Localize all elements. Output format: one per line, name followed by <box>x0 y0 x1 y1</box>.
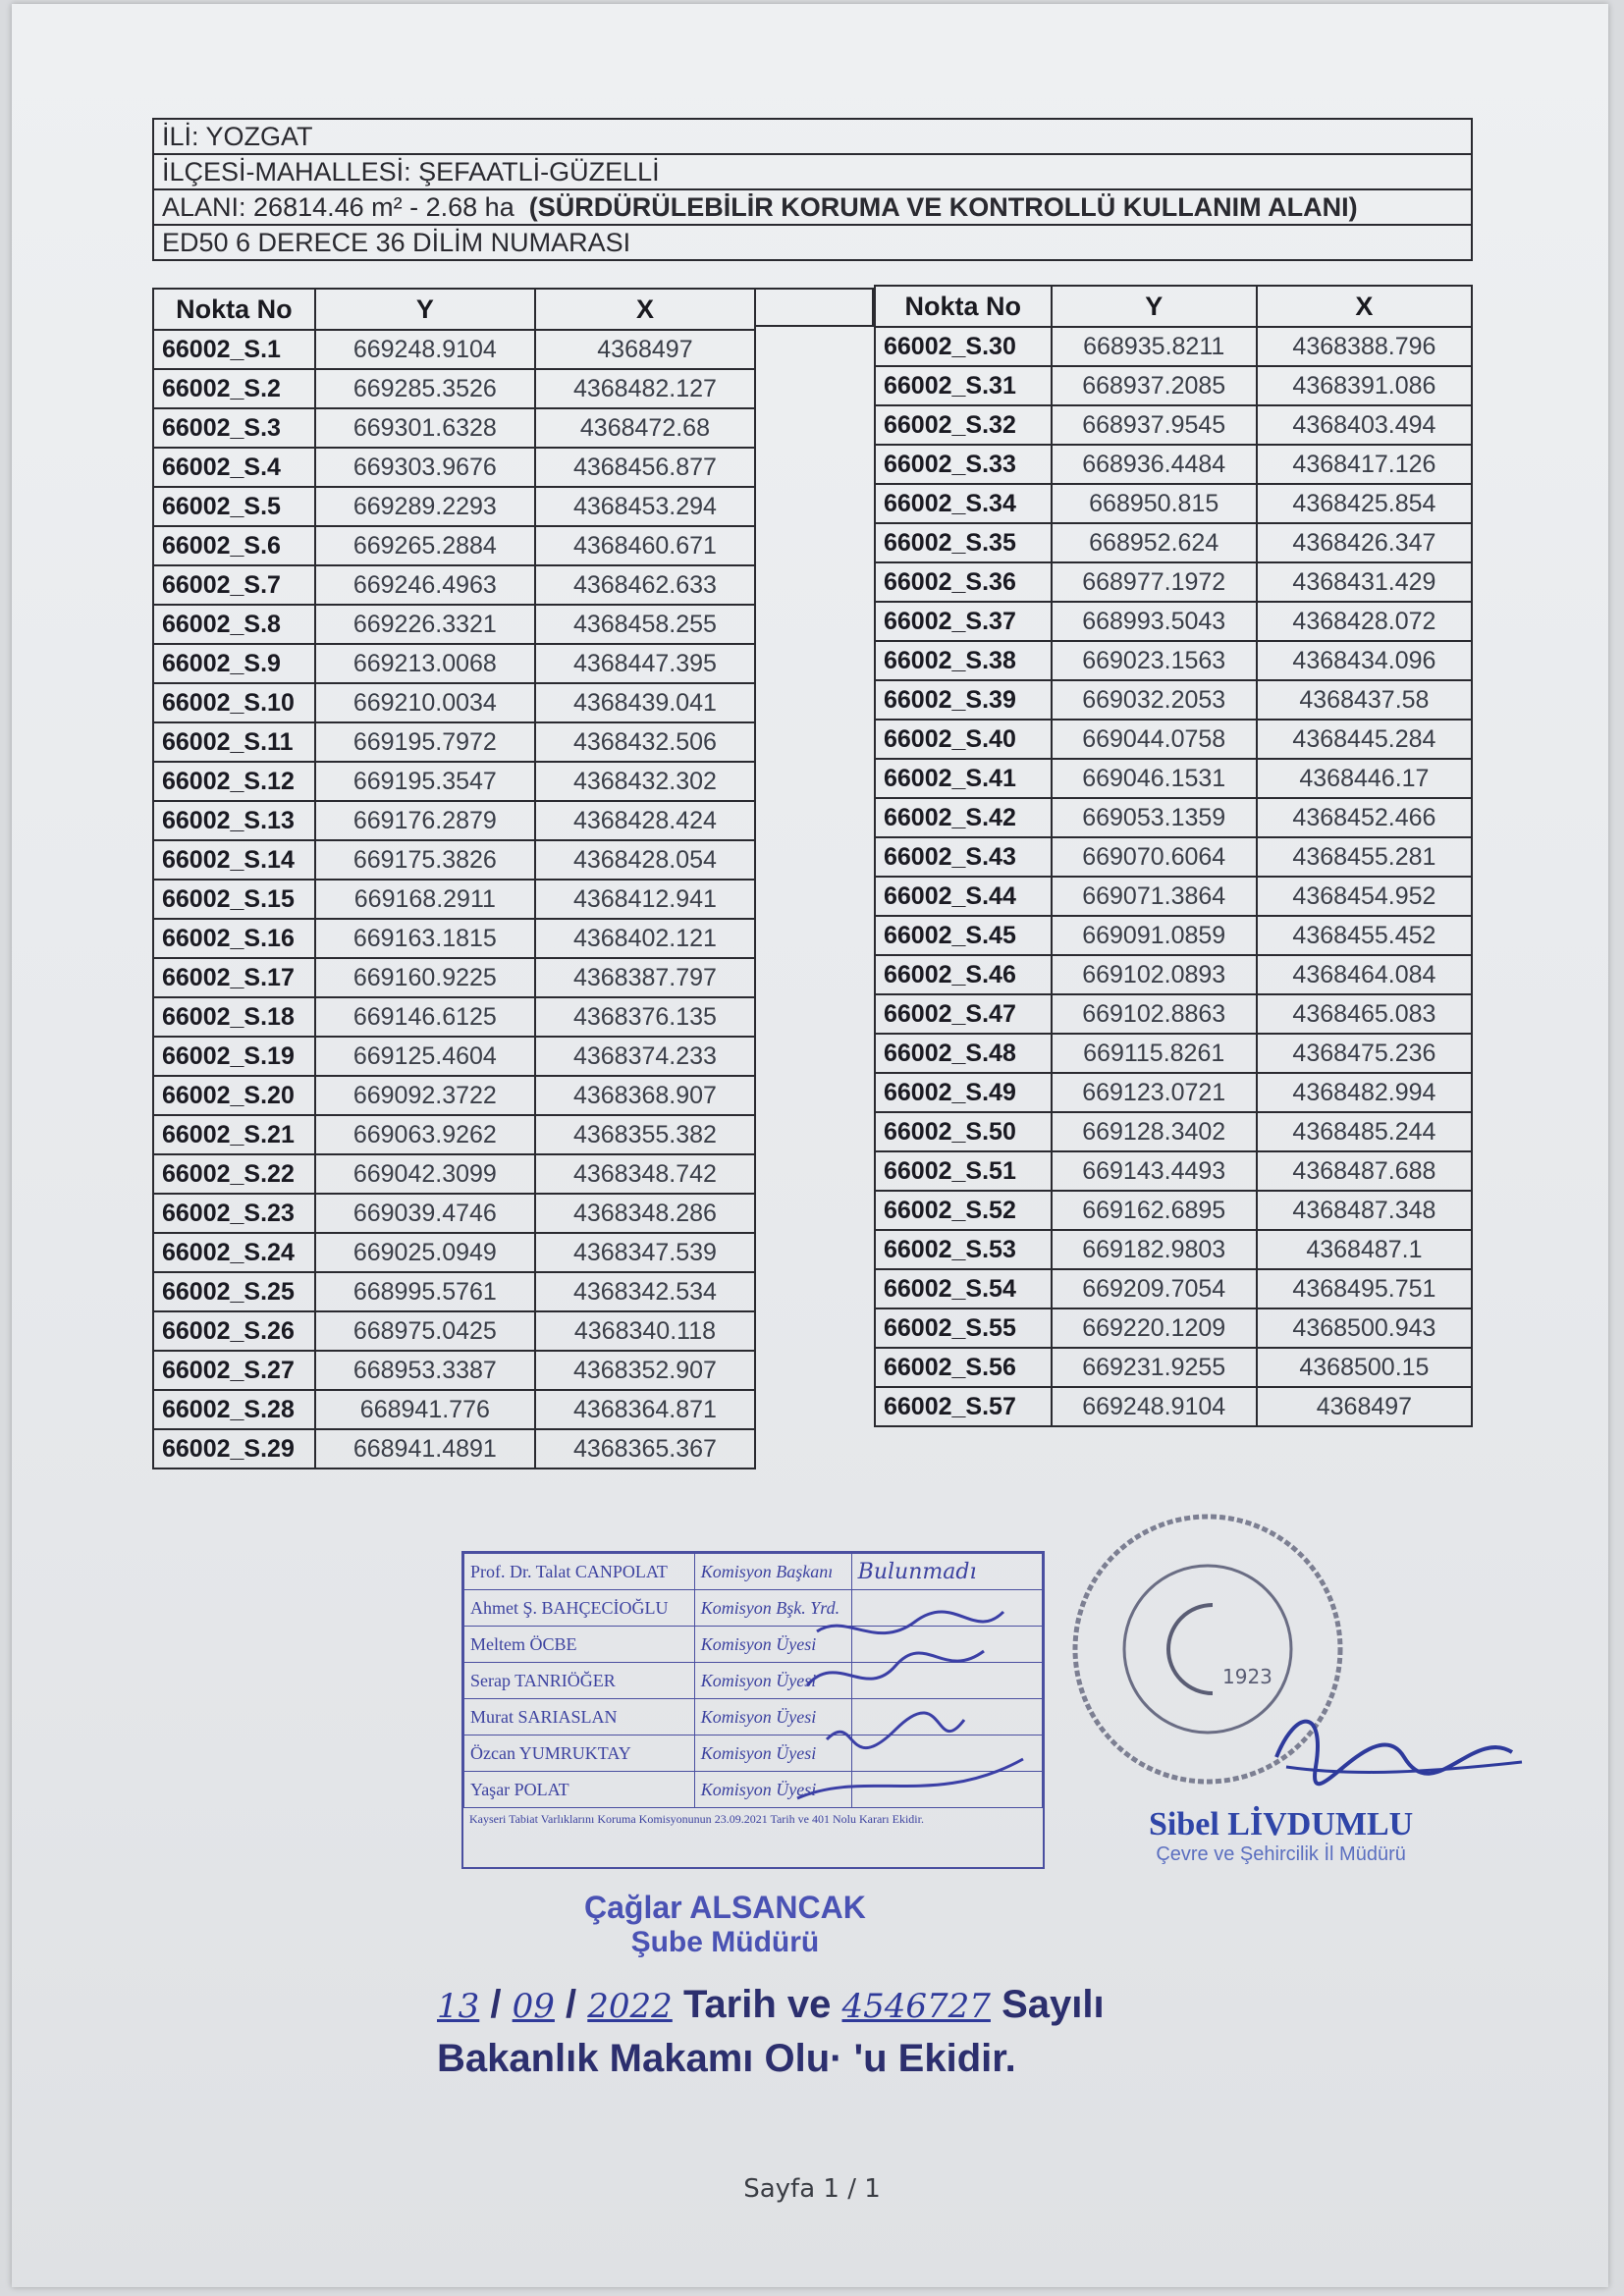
column-header-x: X <box>1257 286 1472 327</box>
approval-number: 4546727 <box>841 1987 991 2026</box>
point-x: 4368425.854 <box>1257 484 1472 523</box>
point-x: 4368365.367 <box>535 1429 755 1468</box>
point-y: 668993.5043 <box>1052 602 1257 641</box>
point-number: 66002_S.9 <box>153 644 315 683</box>
point-row <box>875 445 1472 484</box>
point-y: 668941.4891 <box>315 1429 535 1468</box>
approval-year: 2022 <box>587 1987 673 2026</box>
point-number: 66002_S.5 <box>153 487 315 526</box>
point-row <box>153 1272 755 1311</box>
point-number: 66002_S.34 <box>875 484 1052 523</box>
point-x: 4368482.994 <box>1257 1073 1472 1112</box>
point-number: 66002_S.14 <box>153 840 315 880</box>
point-number: 66002_S.45 <box>875 916 1052 955</box>
point-x: 4368482.127 <box>535 369 755 408</box>
point-row <box>153 722 755 762</box>
point-y: 668937.9545 <box>1052 405 1257 445</box>
commission-footer: Kayseri Tabiat Varlıklarını Koruma Komisyonunun 23.09.2021 Tarih ve 401 Nolu Kararı Ekidir. <box>469 1812 924 1826</box>
point-row <box>875 523 1472 562</box>
point-x: 4368452.466 <box>1257 798 1472 837</box>
point-y: 669168.2911 <box>315 880 535 919</box>
point-number: 66002_S.3 <box>153 408 315 448</box>
member-name: Ahmet Ş. BAHÇECİOĞLU <box>464 1590 695 1627</box>
point-number: 66002_S.22 <box>153 1154 315 1194</box>
seal-year: 1923 <box>1222 1665 1272 1688</box>
point-x: 4368464.084 <box>1257 955 1472 994</box>
point-y: 669123.0721 <box>1052 1073 1257 1112</box>
column-header-y: Y <box>315 289 535 330</box>
point-x: 4368500.943 <box>1257 1308 1472 1348</box>
point-y: 668937.2085 <box>1052 366 1257 405</box>
point-y: 669195.7972 <box>315 722 535 762</box>
point-x: 4368355.382 <box>535 1115 755 1154</box>
point-y: 669032.2053 <box>1052 680 1257 720</box>
point-number: 66002_S.29 <box>153 1429 315 1468</box>
point-number: 66002_S.52 <box>875 1191 1052 1230</box>
point-row <box>875 955 1472 994</box>
point-row <box>875 1191 1472 1230</box>
point-row <box>153 1115 755 1154</box>
column-header-y: Y <box>1052 286 1257 327</box>
point-y: 669044.0758 <box>1052 720 1257 759</box>
commission-signatures <box>787 1592 1033 1838</box>
point-number: 66002_S.39 <box>875 680 1052 720</box>
point-y: 669115.8261 <box>1052 1034 1257 1073</box>
point-number: 66002_S.42 <box>875 798 1052 837</box>
point-x: 4368426.347 <box>1257 523 1472 562</box>
point-row <box>153 487 755 526</box>
district-line: İLÇESİ-MAHALLESİ: ŞEFAATLİ-GÜZELLİ <box>153 154 1472 189</box>
point-row <box>875 877 1472 916</box>
point-row <box>875 1387 1472 1426</box>
point-x: 4368500.15 <box>1257 1348 1472 1387</box>
point-number: 66002_S.55 <box>875 1308 1052 1348</box>
point-y: 669146.6125 <box>315 997 535 1037</box>
director-title: Çevre ve Şehircilik İl Müdürü <box>1156 1843 1406 1865</box>
point-number: 66002_S.36 <box>875 562 1052 602</box>
point-number: 66002_S.51 <box>875 1151 1052 1191</box>
point-row <box>875 1151 1472 1191</box>
point-y: 668936.4484 <box>1052 445 1257 484</box>
commission-stamp <box>461 1551 1045 1869</box>
point-row <box>875 641 1472 680</box>
point-row <box>875 1348 1472 1387</box>
director-signature <box>1257 1669 1532 1806</box>
point-number: 66002_S.18 <box>153 997 315 1037</box>
point-row <box>875 366 1472 405</box>
point-x: 4368368.907 <box>535 1076 755 1115</box>
point-x: 4368432.302 <box>535 762 755 801</box>
point-x: 4368495.751 <box>1257 1269 1472 1308</box>
point-x: 4368428.072 <box>1257 602 1472 641</box>
approval-text: Bakanlık Makamı Olu· 'u Ekidir. <box>437 2037 1016 2080</box>
point-y: 668952.624 <box>1052 523 1257 562</box>
point-x: 4368472.68 <box>535 408 755 448</box>
point-x: 4368487.688 <box>1257 1151 1472 1191</box>
point-x: 4368412.941 <box>535 880 755 919</box>
point-y: 669195.3547 <box>315 762 535 801</box>
column-header-point-no: Nokta No <box>875 286 1052 327</box>
member-role: Komisyon Başkanı <box>694 1554 851 1590</box>
point-y: 669301.6328 <box>315 408 535 448</box>
point-number: 66002_S.38 <box>875 641 1052 680</box>
point-row <box>153 526 755 565</box>
point-y: 669092.3722 <box>315 1076 535 1115</box>
point-number: 66002_S.17 <box>153 958 315 997</box>
point-row <box>153 997 755 1037</box>
point-x: 4368465.083 <box>1257 994 1472 1034</box>
point-row <box>875 680 1472 720</box>
point-y: 669285.3526 <box>315 369 535 408</box>
point-number: 66002_S.54 <box>875 1269 1052 1308</box>
point-number: 66002_S.27 <box>153 1351 315 1390</box>
point-y: 669063.9262 <box>315 1115 535 1154</box>
ministry-approval: 13 / 09 / 2022 Tarih ve 4546727 Sayılı Bakanlık Makamı Olu· 'u Ekidir. <box>437 1983 1105 2080</box>
point-number: 66002_S.48 <box>875 1034 1052 1073</box>
point-x: 4368352.907 <box>535 1351 755 1390</box>
point-x: 4368387.797 <box>535 958 755 997</box>
area-line <box>153 189 1472 225</box>
point-x: 4368458.255 <box>535 605 755 644</box>
point-number: 66002_S.24 <box>153 1233 315 1272</box>
point-number: 66002_S.23 <box>153 1194 315 1233</box>
branch-manager-name: Çağlar ALSANCAK <box>584 1890 866 1925</box>
approval-month: 09 <box>512 1987 555 2026</box>
coordinate-table-left <box>152 288 756 1469</box>
point-number: 66002_S.30 <box>875 327 1052 366</box>
point-x: 4368497 <box>1257 1387 1472 1426</box>
point-row <box>153 1076 755 1115</box>
point-y: 669125.4604 <box>315 1037 535 1076</box>
branch-manager-title: Şube Müdürü <box>630 1926 820 1958</box>
point-y: 668941.776 <box>315 1390 535 1429</box>
point-number: 66002_S.40 <box>875 720 1052 759</box>
point-y: 669220.1209 <box>1052 1308 1257 1348</box>
point-number: 66002_S.19 <box>153 1037 315 1076</box>
point-y: 669246.4963 <box>315 565 535 605</box>
point-y: 669248.9104 <box>315 330 535 369</box>
point-y: 669182.9803 <box>1052 1230 1257 1269</box>
point-y: 669143.4493 <box>1052 1151 1257 1191</box>
point-row <box>875 798 1472 837</box>
point-number: 66002_S.53 <box>875 1230 1052 1269</box>
point-row <box>875 720 1472 759</box>
coordinate-table-right <box>874 285 1473 1427</box>
datum-line: ED50 6 DERECE 36 DİLİM NUMARASI <box>153 225 1472 260</box>
point-row <box>153 408 755 448</box>
point-number: 66002_S.35 <box>875 523 1052 562</box>
point-x: 4368348.742 <box>535 1154 755 1194</box>
member-name: Meltem ÖCBE <box>464 1627 695 1663</box>
point-row <box>875 994 1472 1034</box>
point-y: 669042.3099 <box>315 1154 535 1194</box>
point-row <box>153 958 755 997</box>
point-row <box>153 880 755 919</box>
point-y: 669039.4746 <box>315 1194 535 1233</box>
point-row <box>153 762 755 801</box>
member-role: Komisyon Üyesi <box>694 1735 851 1772</box>
point-y: 669046.1531 <box>1052 759 1257 798</box>
point-x: 4368446.17 <box>1257 759 1472 798</box>
point-row <box>875 405 1472 445</box>
member-role: Komisyon Bşk. Yrd. <box>694 1590 851 1627</box>
point-row <box>875 1308 1472 1348</box>
point-y: 669176.2879 <box>315 801 535 840</box>
point-row <box>875 1034 1472 1073</box>
point-row <box>153 1311 755 1351</box>
point-row <box>153 448 755 487</box>
point-x: 4368447.395 <box>535 644 755 683</box>
commission-date: 23.09.2021 <box>714 1812 768 1826</box>
point-x: 4368342.534 <box>535 1272 755 1311</box>
point-row <box>153 1154 755 1194</box>
point-number: 66002_S.6 <box>153 526 315 565</box>
header-table <box>152 118 1473 261</box>
point-y: 669025.0949 <box>315 1233 535 1272</box>
point-y: 669231.9255 <box>1052 1348 1257 1387</box>
point-number: 66002_S.20 <box>153 1076 315 1115</box>
point-number: 66002_S.32 <box>875 405 1052 445</box>
point-y: 668995.5761 <box>315 1272 535 1311</box>
point-y: 668953.3387 <box>315 1351 535 1390</box>
director-name: Sibel LİVDUMLU <box>1149 1806 1414 1842</box>
point-row <box>153 1233 755 1272</box>
commission-decision-number: 401 <box>811 1812 830 1826</box>
point-row <box>153 369 755 408</box>
member-name: Serap TANRIÖĞER <box>464 1663 695 1699</box>
point-y: 668950.815 <box>1052 484 1257 523</box>
area-value: ALANI: 26814.46 m² - 2.68 ha <box>162 191 514 222</box>
member-note: Bulunmadı <box>851 1554 1042 1590</box>
point-y: 669128.3402 <box>1052 1112 1257 1151</box>
point-y: 668975.0425 <box>315 1311 535 1351</box>
point-row <box>875 916 1472 955</box>
point-number: 66002_S.21 <box>153 1115 315 1154</box>
point-number: 66002_S.57 <box>875 1387 1052 1426</box>
point-row <box>153 330 755 369</box>
point-x: 4368454.952 <box>1257 877 1472 916</box>
point-number: 66002_S.16 <box>153 919 315 958</box>
point-x: 4368388.796 <box>1257 327 1472 366</box>
point-row <box>153 919 755 958</box>
point-y: 669023.1563 <box>1052 641 1257 680</box>
point-x: 4368417.126 <box>1257 445 1472 484</box>
point-row <box>875 1230 1472 1269</box>
point-number: 66002_S.10 <box>153 683 315 722</box>
point-number: 66002_S.13 <box>153 801 315 840</box>
point-x: 4368431.429 <box>1257 562 1472 602</box>
province-line: İLİ: YOZGAT <box>153 119 1472 154</box>
point-row <box>153 1351 755 1390</box>
point-x: 4368403.494 <box>1257 405 1472 445</box>
point-y: 669209.7054 <box>1052 1269 1257 1308</box>
point-y: 669070.6064 <box>1052 837 1257 877</box>
point-y: 668977.1972 <box>1052 562 1257 602</box>
member-name: Yaşar POLAT <box>464 1772 695 1808</box>
point-x: 4368460.671 <box>535 526 755 565</box>
point-x: 4368475.236 <box>1257 1034 1472 1073</box>
point-number: 66002_S.49 <box>875 1073 1052 1112</box>
column-header-point-no: Nokta No <box>153 289 315 330</box>
column-header-x: X <box>535 289 755 330</box>
point-x: 4368497 <box>535 330 755 369</box>
point-row <box>875 562 1472 602</box>
point-row <box>153 683 755 722</box>
point-y: 669160.9225 <box>315 958 535 997</box>
point-y: 669213.0068 <box>315 644 535 683</box>
point-y: 669248.9104 <box>1052 1387 1257 1426</box>
point-x: 4368391.086 <box>1257 366 1472 405</box>
point-number: 66002_S.4 <box>153 448 315 487</box>
point-y: 669102.8863 <box>1052 994 1257 1034</box>
member-role: Komisyon Üyesi <box>694 1663 851 1699</box>
point-x: 4368364.871 <box>535 1390 755 1429</box>
point-x: 4368428.054 <box>535 840 755 880</box>
point-number: 66002_S.43 <box>875 837 1052 877</box>
point-number: 66002_S.26 <box>153 1311 315 1351</box>
point-x: 4368340.118 <box>535 1311 755 1351</box>
point-x: 4368456.877 <box>535 448 755 487</box>
table-gap-cell <box>756 288 874 327</box>
point-number: 66002_S.31 <box>875 366 1052 405</box>
point-number: 66002_S.25 <box>153 1272 315 1311</box>
point-row <box>153 1429 755 1468</box>
point-x: 4368348.286 <box>535 1194 755 1233</box>
point-y: 669163.1815 <box>315 919 535 958</box>
point-x: 4368428.424 <box>535 801 755 840</box>
member-name: Murat SARIASLAN <box>464 1699 695 1735</box>
point-number: 66002_S.11 <box>153 722 315 762</box>
point-row <box>153 801 755 840</box>
point-row <box>875 484 1472 523</box>
point-y: 669226.3321 <box>315 605 535 644</box>
point-number: 66002_S.12 <box>153 762 315 801</box>
page-number: Sayfa 1 / 1 <box>743 2174 881 2204</box>
point-row <box>875 327 1472 366</box>
member-name: Prof. Dr. Talat CANPOLAT <box>464 1554 695 1590</box>
point-number: 66002_S.44 <box>875 877 1052 916</box>
point-number: 66002_S.50 <box>875 1112 1052 1151</box>
point-x: 4368434.096 <box>1257 641 1472 680</box>
point-x: 4368485.244 <box>1257 1112 1472 1151</box>
point-x: 4368487.1 <box>1257 1230 1472 1269</box>
point-row <box>153 644 755 683</box>
approval-day: 13 <box>437 1987 480 2026</box>
point-y: 669289.2293 <box>315 487 535 526</box>
point-y: 669175.3826 <box>315 840 535 880</box>
point-x: 4368445.284 <box>1257 720 1472 759</box>
point-row <box>875 602 1472 641</box>
point-x: 4368455.281 <box>1257 837 1472 877</box>
point-row <box>875 1073 1472 1112</box>
point-row <box>153 565 755 605</box>
point-row <box>153 840 755 880</box>
point-number: 66002_S.8 <box>153 605 315 644</box>
point-x: 4368376.135 <box>535 997 755 1037</box>
member-role: Komisyon Üyesi <box>694 1699 851 1735</box>
point-number: 66002_S.28 <box>153 1390 315 1429</box>
member-role: Komisyon Üyesi <box>694 1627 851 1663</box>
point-x: 4368462.633 <box>535 565 755 605</box>
point-row <box>153 605 755 644</box>
point-number: 66002_S.56 <box>875 1348 1052 1387</box>
point-number: 66002_S.7 <box>153 565 315 605</box>
point-number: 66002_S.46 <box>875 955 1052 994</box>
point-number: 66002_S.47 <box>875 994 1052 1034</box>
area-type: (SÜRDÜRÜLEBİLİR KORUMA VE KONTROLLÜ KULLANIM ALANI) <box>528 191 1358 222</box>
point-row <box>875 759 1472 798</box>
point-number: 66002_S.2 <box>153 369 315 408</box>
member-name: Özcan YUMRUKTAY <box>464 1735 695 1772</box>
point-x: 4368437.58 <box>1257 680 1472 720</box>
director-block <box>1149 1806 1413 1866</box>
commission-member-row <box>464 1554 1043 1590</box>
point-x: 4368347.539 <box>535 1233 755 1272</box>
point-x: 4368487.348 <box>1257 1191 1472 1230</box>
point-y: 669102.0893 <box>1052 955 1257 994</box>
point-x: 4368455.452 <box>1257 916 1472 955</box>
point-number: 66002_S.1 <box>153 330 315 369</box>
point-row <box>153 1194 755 1233</box>
point-row <box>875 1112 1472 1151</box>
point-y: 669091.0859 <box>1052 916 1257 955</box>
point-x: 4368439.041 <box>535 683 755 722</box>
point-row <box>875 837 1472 877</box>
point-y: 669303.9676 <box>315 448 535 487</box>
point-x: 4368402.121 <box>535 919 755 958</box>
branch-manager-stamp <box>584 1890 866 1959</box>
point-number: 66002_S.37 <box>875 602 1052 641</box>
point-y: 668935.8211 <box>1052 327 1257 366</box>
point-number: 66002_S.15 <box>153 880 315 919</box>
point-number: 66002_S.33 <box>875 445 1052 484</box>
point-row <box>153 1037 755 1076</box>
point-number: 66002_S.41 <box>875 759 1052 798</box>
point-x: 4368453.294 <box>535 487 755 526</box>
point-y: 669162.6895 <box>1052 1191 1257 1230</box>
point-y: 669265.2884 <box>315 526 535 565</box>
point-row <box>153 1390 755 1429</box>
member-role: Komisyon Üyesi <box>694 1772 851 1808</box>
point-x: 4368374.233 <box>535 1037 755 1076</box>
point-y: 669210.0034 <box>315 683 535 722</box>
point-y: 669053.1359 <box>1052 798 1257 837</box>
point-row <box>875 1269 1472 1308</box>
point-x: 4368432.506 <box>535 722 755 762</box>
point-y: 669071.3864 <box>1052 877 1257 916</box>
